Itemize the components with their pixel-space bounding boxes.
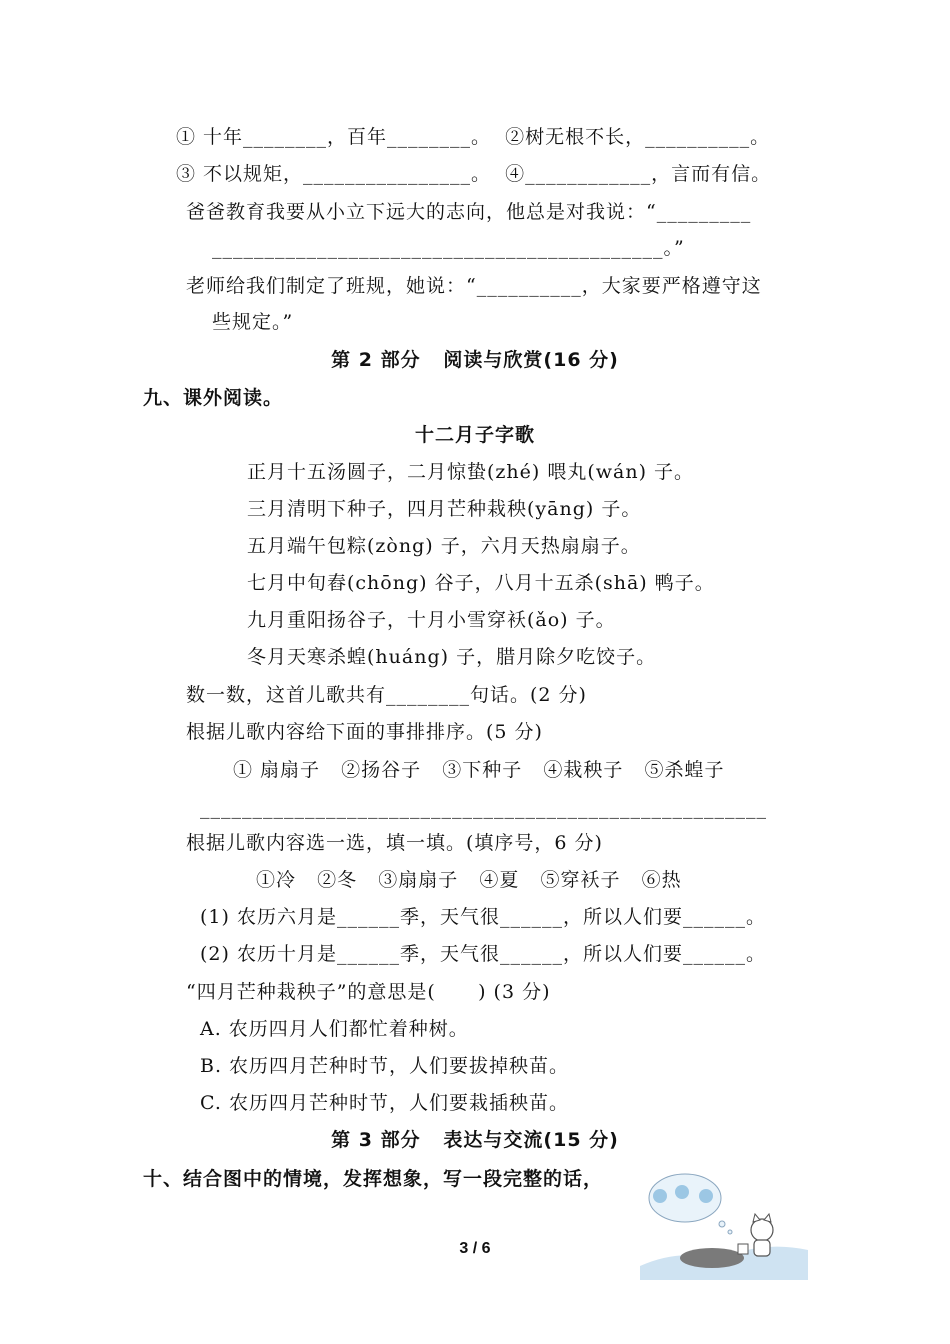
section-9-title: 九、课外阅读。: [143, 387, 284, 409]
poem-line: 五月端午包粽(zòng) 子，六月天热扇扇子。: [247, 535, 641, 557]
teacher-quote-line-2: 些规定。”: [212, 311, 294, 333]
part3-heading: 第 3 部分 表达与交流(15 分): [331, 1129, 619, 1151]
page-number: 3 / 6: [459, 1240, 491, 1257]
order-items: ① 扇扇子 ②扬谷子 ③下种子 ④栽秧子 ⑤杀蝗子: [233, 759, 725, 781]
poem-line: 冬月天寒杀蝗(huáng) 子，腊月除夕吃饺子。: [247, 646, 657, 668]
poem-line: 七月中旬舂(chōng) 谷子，八月十五杀(shā) 鸭子。: [247, 572, 715, 594]
tree-icon: [699, 1189, 713, 1203]
part2-heading: 第 2 部分 阅读与欣赏(16 分): [331, 349, 619, 371]
poem-title: 十二月子字歌: [414, 424, 535, 446]
teacher-quote-line-1: 老师给我们制定了班规，她说：“__________，大家要严格遵守这: [186, 275, 762, 297]
dad-quote-line-2: ___________________________________________。”: [212, 237, 685, 259]
idiom-line-1: ① 十年________，百年________。 ②树无根不长，__________。: [176, 126, 771, 148]
order-answer-line: ______________________________________________________: [200, 797, 767, 819]
dad-quote-line-1: 爸爸教育我要从小立下远大的志向，他总是对我说：“_________: [186, 201, 752, 223]
question-count: 数一数，这首儿歌共有________句话。(2 分): [186, 684, 587, 706]
scene-illustration: [640, 1170, 808, 1280]
section-10-title: 十、结合图中的情境，发挥想象，写一段完整的话，: [143, 1168, 604, 1190]
fill-item-1: (1) 农历六月是______季，天气很______，所以人们要______。: [200, 906, 766, 928]
fill-options: ①冷 ②冬 ③扇扇子 ④夏 ⑤穿袄子 ⑥热: [256, 869, 682, 891]
question-fill: 根据儿歌内容选一选，填一填。(填序号，6 分): [186, 832, 603, 854]
fill-item-2: (2) 农历十月是______季，天气很______，所以人们要______。: [200, 943, 766, 965]
option-a: A. 农历四月人们都忙着种树。: [200, 1018, 469, 1040]
option-b: B. 农历四月芒种时节，人们要拔掉秧苗。: [200, 1055, 570, 1077]
question-meaning: “四月芒种栽秧子”的意思是( ) (3 分): [186, 981, 551, 1003]
poem-line: 三月清明下种子，四月芒种栽秧(yāng) 子。: [247, 498, 642, 520]
question-order: 根据儿歌内容给下面的事排排序。(5 分): [186, 721, 543, 743]
tree-icon: [653, 1189, 667, 1203]
option-c: C. 农历四月芒种时节，人们要栽插秧苗。: [200, 1092, 569, 1114]
poem-line: 九月重阳扬谷子，十月小雪穿袄(ǎo) 子。: [247, 609, 616, 631]
poem-line: 正月十五汤圆子，二月惊蛰(zhé) 喂丸(wán) 子。: [247, 461, 695, 483]
idiom-line-2: ③ 不以规矩，________________。 ④____________，言而有信。: [176, 163, 772, 185]
tree-icon: [675, 1185, 689, 1199]
